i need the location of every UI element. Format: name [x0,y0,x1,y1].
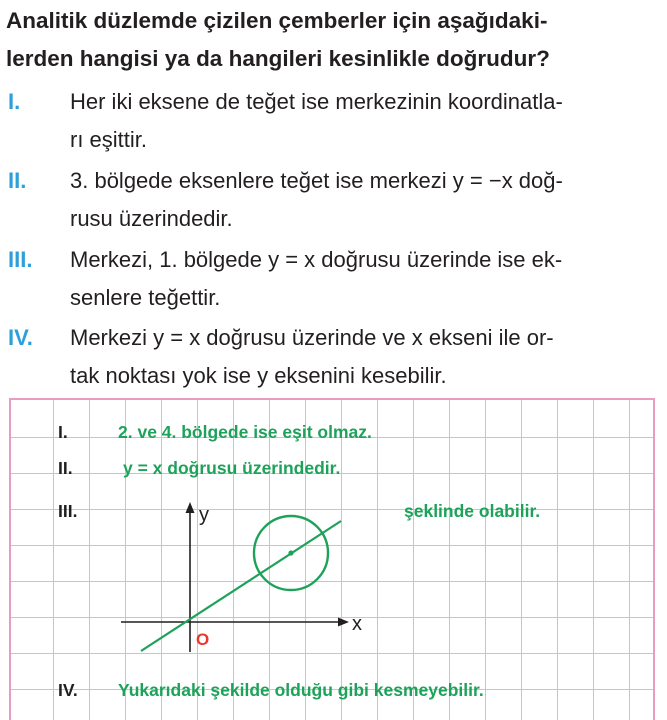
solution-row-2-text: y = x doğrusu üzerindedir. [123,458,341,478]
y-axis-arrow [186,502,195,513]
coordinate-figure [11,400,653,720]
statement-1-number: I. [8,89,21,114]
circle-center-dot [288,550,293,555]
statement-4-text: Merkezi y = x doğrusu üzerinde ve x ekseni ile or- tak noktası yok ise y eksenini kesebilir. [70,325,554,388]
statement-4-number: IV. [8,325,33,350]
statement-2-text: 3. bölgede eksenlere teğet ise merkezi y = −x doğ- rusu üzerindedir. [70,168,563,231]
solution-row-3-text: şeklinde olabilir. [404,501,541,521]
solution-row-3-number: III. [58,501,78,521]
statement-2 [6,162,658,238]
y-equals-x-line [141,521,341,651]
solution-row-1-text: 2. ve 4. bölgede ise eşit olmaz. [118,422,372,442]
y-axis-label: y [199,504,209,526]
statement-3-number: III. [8,247,33,272]
statement-1 [6,83,658,159]
statement-2-number: II. [8,168,27,193]
question-text [6,2,658,78]
question-line-1: Analitik düzlemde çizilen çemberler için aşağıdaki- [6,8,548,33]
solution-row-1-number: I. [58,422,68,442]
statement-3-text: Merkezi, 1. bölgede y = x doğrusu üzerinde ise ek- senlere teğettir. [70,247,563,310]
statement-4 [6,319,658,395]
question-line-2: lerden hangisi ya da hangileri kesinlikle doğrudur? [6,46,550,71]
solution-row-2-number: II. [58,458,73,478]
x-axis-arrow [338,618,349,627]
solution-row-4-text: Yukarıdaki şekilde olduğu gibi kesmeyebilir. [118,680,484,700]
statement-1-text: Her iki eksene de teğet ise merkezinin koordinatla- rı eşittir. [70,89,563,152]
solution-row-4-number: IV. [58,680,78,700]
statement-3 [6,241,658,317]
x-axis-label: x [352,613,362,635]
origin-label: O [196,630,210,649]
solution-box [9,398,655,720]
